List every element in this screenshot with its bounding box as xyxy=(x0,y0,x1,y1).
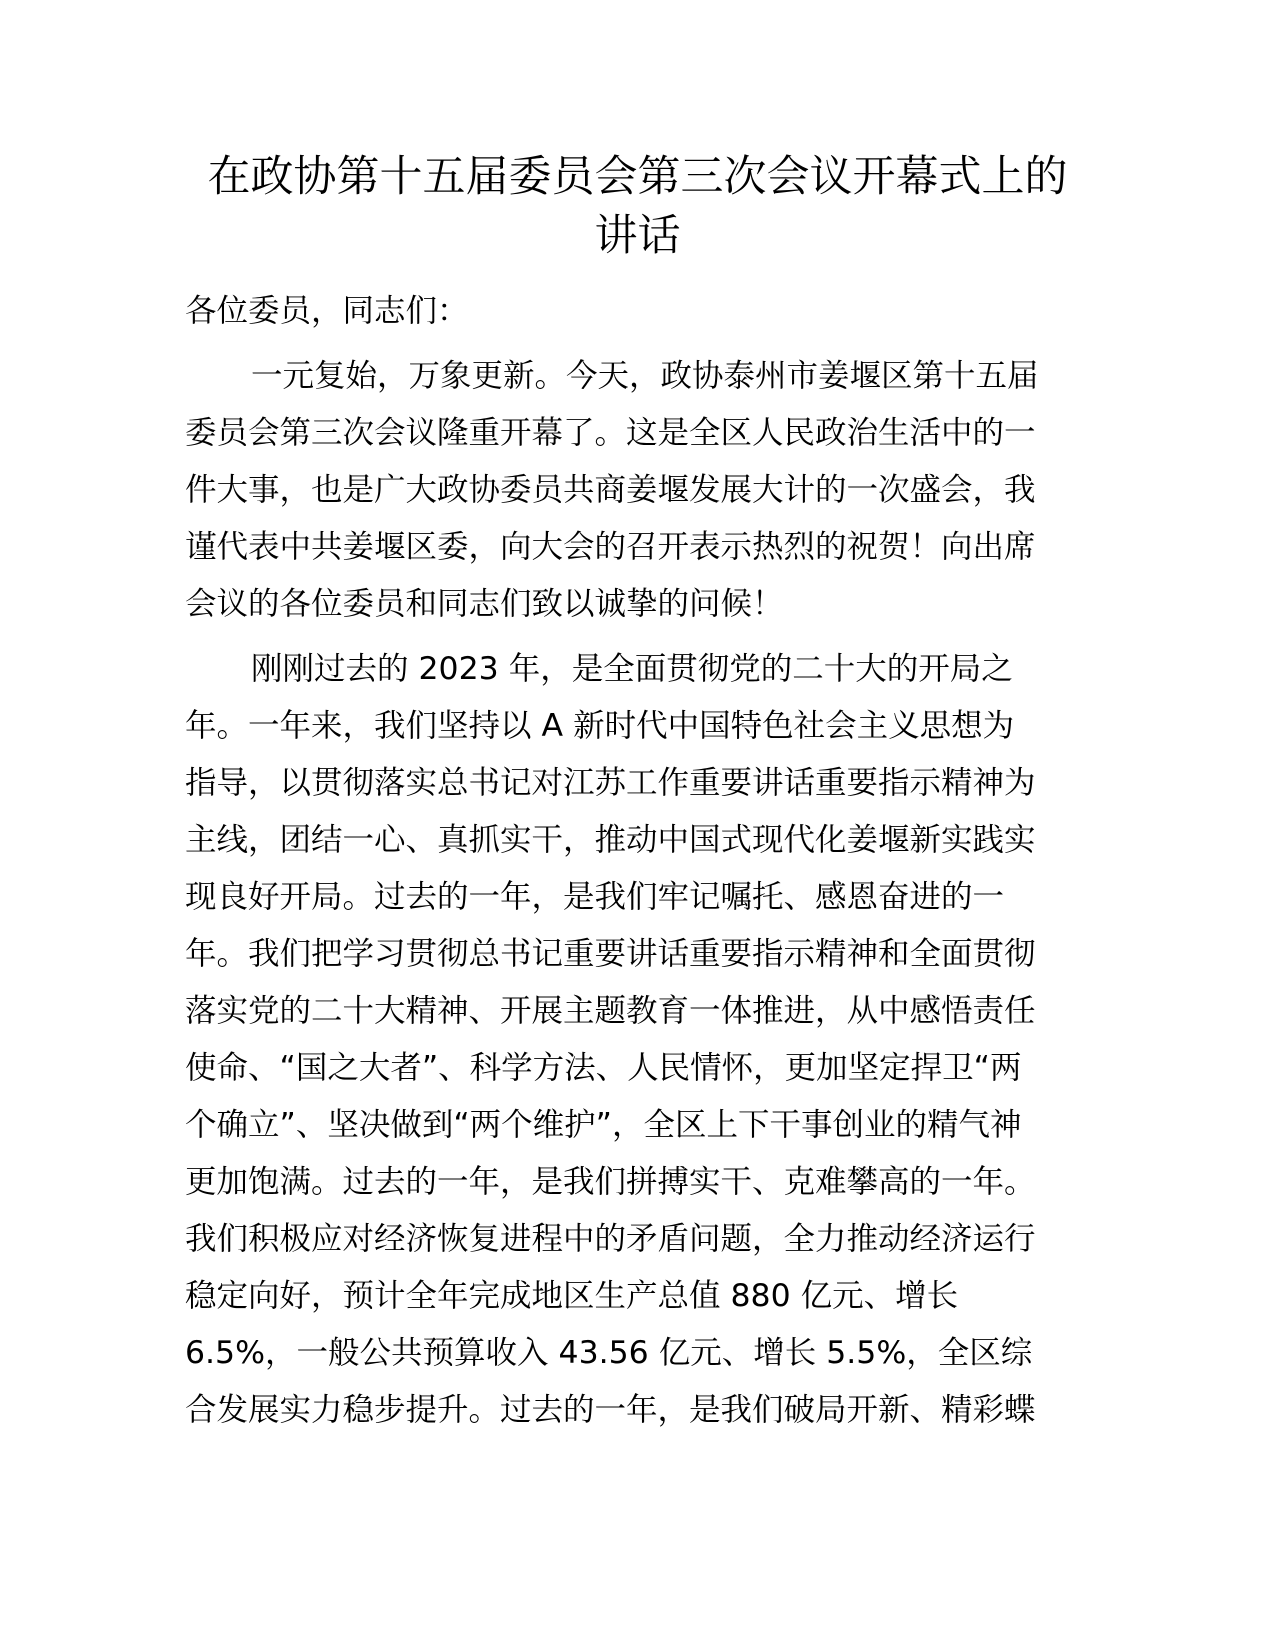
document-body xyxy=(185,283,1085,1439)
page-title xyxy=(170,148,1105,266)
text-line: 个确立”、坚决做到“两个维护”，全区上下干事创业的精气神 xyxy=(185,1107,1022,1143)
text-line: 合发展实力稳步提升。过去的一年，是我们破局开新、精彩蝶 xyxy=(185,1392,1036,1428)
text-line: 稳定向好，预计全年完成地区生产总值 880 亿元、增长 xyxy=(185,1278,959,1314)
text-line: 委员会第三次会议隆重开幕了。这是全区人民政治生活中的一 xyxy=(185,415,1036,451)
text-line: 落实党的二十大精神、开展主题教育一体推进，从中感悟责任 xyxy=(185,993,1036,1029)
text-line: 更加饱满。过去的一年，是我们拼搏实干、克难攀高的一年。 xyxy=(185,1164,1036,1200)
paragraph-opening xyxy=(185,348,1085,633)
paragraph-review-2023 xyxy=(185,641,1085,1439)
text-line: 现良好开局。过去的一年，是我们牢记嘱托、感恩奋进的一 xyxy=(185,879,1005,915)
text-line: 件大事，也是广大政协委员共商姜堰发展大计的一次盛会，我 xyxy=(185,472,1036,508)
text-line: 主线，团结一心、真抓实干，推动中国式现代化姜堰新实践实 xyxy=(185,822,1036,858)
text-line: 刚刚过去的 2023 年，是全面贯彻党的二十大的开局之 xyxy=(251,651,1013,687)
text-line: 指导，以贯彻落实总书记对江苏工作重要讲话重要指示精神为 xyxy=(185,765,1036,801)
text-line: 使命、“国之大者”、科学方法、人民情怀，更加坚定捍卫“两 xyxy=(185,1050,1022,1086)
title-line-2: 讲话 xyxy=(594,211,681,261)
title-line-1: 在政协第十五届委员会第三次会议开幕式上的 xyxy=(207,152,1068,202)
text-line: 6.5%，一般公共预算收入 43.56 亿元、增长 5.5%，全区综 xyxy=(185,1335,1033,1371)
text-line: 年。一年来，我们坚持以 A 新时代中国特色社会主义思想为 xyxy=(185,708,1015,744)
paragraph-spacer xyxy=(185,340,1085,348)
text-line: 我们积极应对经济恢复进程中的矛盾问题，全力推动经济运行 xyxy=(185,1221,1036,1257)
text-line: 年。我们把学习贯彻总书记重要讲话重要指示精神和全面贯彻 xyxy=(185,936,1036,972)
text-line: 一元复始，万象更新。今天，政协泰州市姜堰区第十五届 xyxy=(251,358,1039,394)
paragraph-spacer xyxy=(185,633,1085,641)
salutation: 各位委员，同志们： xyxy=(185,293,469,329)
text-line: 会议的各位委员和同志们致以诚挚的问候！ xyxy=(185,586,784,622)
text-line: 谨代表中共姜堰区委，向大会的召开表示热烈的祝贺！向出席 xyxy=(185,529,1036,565)
